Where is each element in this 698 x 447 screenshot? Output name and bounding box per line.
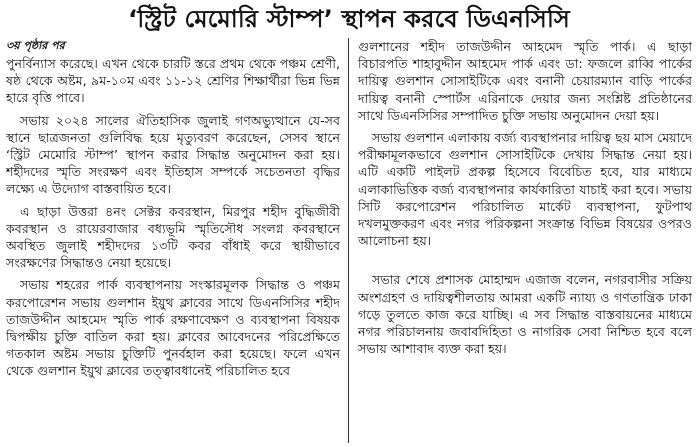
continued-from-label: ৩য় পৃষ্ঠার পর <box>6 39 65 52</box>
right-column <box>349 38 692 443</box>
paragraph: সভায় গুলশান এলাকায় বর্জ্য ব্যবস্থাপনার দায়িত্ব ছয় মাস মেয়াদে পরীক্ষামূলকভাবে গুলশান সোসাইটিকে দেখায় সিদ্ধান্ত নেয়া হয়। এটি একটি পাইলট প্রকল্প হিসেবে বিবেচিত হবে, যার মাধ্যমে এলাকাভিত্তিক বর্জ্য ব্যবস্থাপনার কার্যকারিতা যাচাই করা হবে। সভায় সিটি করপোরেশন পরিচালিত মার্কেট ব্যবস্থাপনা, ফুটপাথ দখলমুক্তকরণ এবং নগর পরিকল্পনা সংক্রান্ত বিভিন্ন বিষয়ের ওপরও আলোচনা হয়। <box>358 130 692 249</box>
paragraph: সভায় ২০২৪ সালের ঐতিহাসিক জুলাই গণঅভ্যুত্থানে যে-সব স্থানে ছাত্রজনতা গুলিবিদ্ধ হয়ে মৃত্যুবরণ করেছেন, সেসব স্থানে ‘স্ট্রিট মেমোরি স্টাম্প’ স্থাপন করার সিদ্ধান্ত অনুমোদন করা হয়। শহীদদের স্মৃতি সংরক্ষণ এবং ইতিহাস সম্পর্কে সচেতনতা বৃদ্ধির লক্ষ্যে এ উদ্যোগ বাস্তবায়িত হবে। <box>6 112 340 197</box>
paragraph: এ ছাড়া উত্তরা ৪নং সেক্টর কবরস্থান, মিরপুর শহীদ বুদ্ধিজীবী কবরস্থান ও রায়েরবাজার বধ্যভূমি স্মৃতিসৌধ সংলগ্ন কবরস্থানে অবস্থিত জুলাই শহীদদের ১৩টি কবর বাঁধাই করে স্থায়ীভাবে সংরক্ষণের সিদ্ধান্তও নেয়া হয়েছে। <box>6 203 340 271</box>
paragraph: সভায় শহরের পার্ক ব্যবস্থাপনায় সংস্কারমূলক সিদ্ধান্ত ও পঞ্চম করপোরেশন সভায় গুলশান ইয়ুথ ক্লাবের সাথে ডিএনসিসির শহীদ তাজউদ্দীন আহমেদ স্মৃতি পার্ক রক্ষণাবেক্ষণ ও ব্যবস্থাপনা বিষয়ক দ্বিপক্ষীয় চুক্তি বাতিল করা হয়। ক্লাবের আবেদনের পরিপ্রেক্ষিতে গতকাল অষ্টম সভায় চুক্তিটি পুনর্বহাল করা হয়েছে। ফলে এখন থেকে গুলশান ইয়ুথ ক্লাবের তত্ত্বাবধানেই পরিচালিত হবে <box>6 277 340 379</box>
left-column <box>6 38 349 443</box>
article-headline: ‘স্ট্রিট মেমোরি স্টাম্প’ স্থাপন করবে ডিএনসিসি <box>128 5 570 33</box>
column-divider <box>348 38 349 443</box>
paragraph: পুনর্বিন্যাস করেছে। এখন থেকে চারটি স্তরে প্রথম থেকে পঞ্চম শ্রেণী, ষষ্ঠ থেকে অষ্টম, ৯ম-১০ম এবং ১১-১২ শ্রেণির শিক্ষার্থীরা ভিন্ন ভিন্ন হারে বৃত্তি পাবে। <box>6 56 340 106</box>
paragraph: সভার শেষে প্রশাসক মোহাম্মদ এজাজ বলেন, নগরবাসীর সক্রিয় অংশগ্রহণ ও দায়িত্বশীলতায় আমরা একটি ন্যায্য ও গণতান্ত্রিক ঢাকা গড়ে তুলতে কাজ করে যাচ্ছি। এ সব সিদ্ধান্ত বাস্তবায়নের মাধ্যমে নগর পরিচালনায় জবাবদিহিতা ও নাগরিক সেবা নিশ্চিত হবে বলে সভায় আশাবাদ ব্যক্ত করা হয়। <box>358 272 692 357</box>
article-body <box>6 38 692 443</box>
paragraph: গুলশানের শহীদ তাজউদ্দীন আহমেদ স্মৃতি পার্ক। এ ছাড়া বিচারপতি শাহাবুদ্দীন আহমেদ পার্ক এবং ডা: ফজলে রাব্বি পার্কের দায়িত্ব গুলশান সোসাইটিকে এবং বনানী চেয়ারম্যান বাড়ি পার্কের দায়িত্ব বনানী স্পোর্টস এরিনাকে দেয়ার জন্য সংশ্লিষ্ট প্রতিষ্ঠানের সাথে ডিএনসিসির সম্পাদিত চুক্তি সভায় অনুমোদন দেয়া হয়। <box>358 39 692 123</box>
